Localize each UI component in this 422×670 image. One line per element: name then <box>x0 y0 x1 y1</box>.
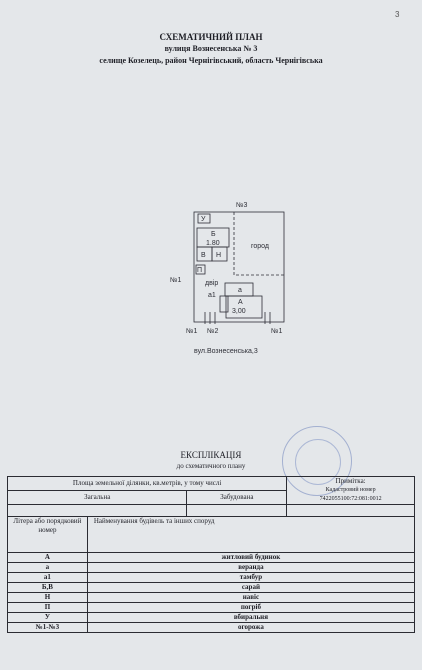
explication-subtitle: до схематичного плану <box>176 462 246 470</box>
built-area-header: Забудована <box>187 491 287 505</box>
row-letter: а <box>8 563 88 573</box>
label-A: А <box>238 299 243 306</box>
explication-title: ЕКСПЛІКАЦІЯ <box>180 450 242 460</box>
note-label: Примітка: <box>335 477 366 485</box>
area-header: Площа земельної ділянки, кв.метрів, у тому числі <box>8 477 287 491</box>
plan-locality-line: селище Козелець, район Чернігівський, область Чернігівська <box>99 56 323 65</box>
col-header-letter: Літера або порядковий номер <box>8 517 88 553</box>
label-N: Н <box>216 252 222 259</box>
row-name: тамбур <box>87 573 414 583</box>
row-name: огорожа <box>87 623 414 633</box>
built-area-value <box>187 505 287 517</box>
label-B: Б <box>211 231 216 238</box>
label-a: а <box>238 287 242 294</box>
label-A-height: 3,00 <box>232 308 246 315</box>
col-header-name: Найменування будівель та інших споруд <box>87 517 414 553</box>
row-letter: №1-№3 <box>8 623 88 633</box>
label-B-height: 1.80 <box>206 240 220 247</box>
plan-title: СХЕМАТИЧНИЙ ПЛАН <box>159 32 263 42</box>
row-letter: Б,В <box>8 583 88 593</box>
row-name: веранда <box>87 563 414 573</box>
row-letter: А <box>8 553 88 563</box>
row-letter: а1 <box>8 573 88 583</box>
label-N2-bottom: №2 <box>207 328 219 335</box>
label-a1: а1 <box>208 292 216 299</box>
label-N1-bottom-right: №1 <box>271 328 283 335</box>
label-U: У <box>201 216 206 223</box>
row-letter: П <box>8 603 88 613</box>
plan-street-line: вулиця Вознесенська № 3 <box>164 44 258 53</box>
row-name: вбиральня <box>87 613 414 623</box>
label-dvir: двір <box>205 280 219 287</box>
street-label: вул.Вознесенська,3 <box>194 348 258 355</box>
building-a1 <box>220 296 228 312</box>
row-letter: У <box>8 613 88 623</box>
page-corner-note: 3 <box>395 10 400 19</box>
row-name: житловий будинок <box>87 553 414 563</box>
row-name: навіс <box>87 593 414 603</box>
explication-table <box>7 476 415 633</box>
label-N3: №3 <box>236 202 248 209</box>
total-area-header: Загальна <box>8 491 187 505</box>
row-letter: Н <box>8 593 88 603</box>
label-gorod: город <box>251 243 270 250</box>
cadastral-number: 7422055100:72:081:0012 <box>319 496 382 502</box>
label-P: П <box>197 267 203 274</box>
cadastral-label: Кадастровий номер <box>325 487 376 493</box>
note-cell <box>287 477 415 505</box>
total-area-value <box>8 505 187 517</box>
row-name: погріб <box>87 603 414 613</box>
note-value <box>287 505 415 517</box>
label-N1-left: №1 <box>170 277 182 284</box>
row-name: сарай <box>87 583 414 593</box>
label-V: В <box>201 252 206 259</box>
label-N1-bottom-left: №1 <box>186 328 198 335</box>
